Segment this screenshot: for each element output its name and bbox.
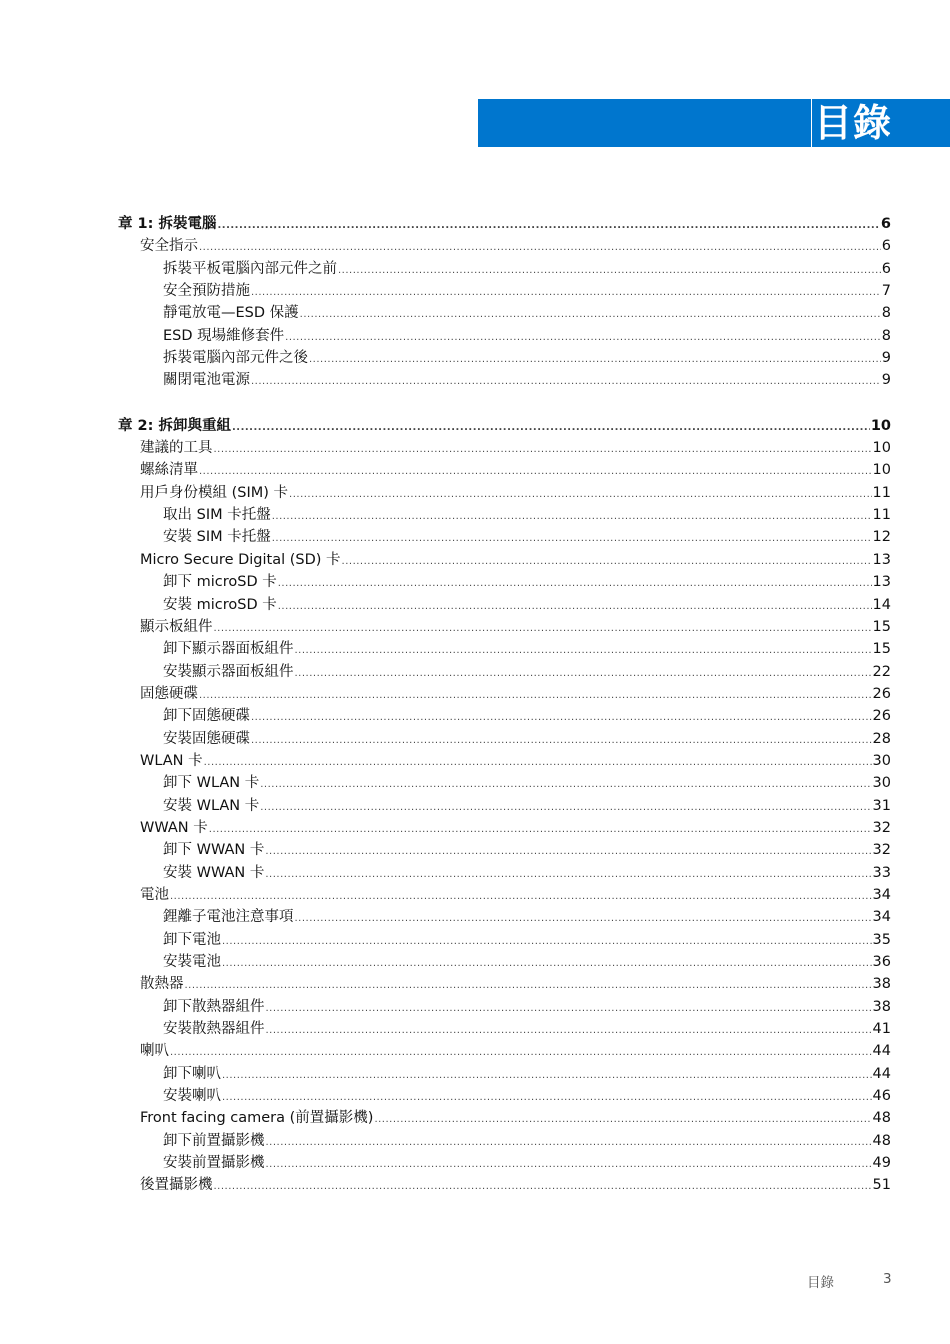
dot-leader [199,461,872,483]
toc-page-number: 11 [872,484,891,501]
toc-entry-label: 拆裝平板電腦內部元件之前 [163,260,337,277]
toc-subsection[interactable] [118,280,891,302]
dot-leader [342,551,872,573]
toc-subsection[interactable] [118,325,891,347]
toc-page-number: 28 [872,730,891,747]
toc-subsection[interactable] [118,258,891,280]
dot-leader [295,640,872,662]
dot-leader [222,1065,872,1087]
toc-entry-label: 鋰離子電池注意事項 [163,909,294,926]
toc-subsection[interactable] [118,347,891,369]
toc-entry-label: WLAN 卡 [140,752,203,769]
dot-leader [295,908,872,930]
toc-subsection[interactable] [118,594,891,616]
dot-leader [295,663,872,685]
dot-leader [222,931,872,953]
toc-page-number: 44 [872,1065,891,1082]
toc-page-number: 7 [881,283,891,300]
dot-leader [265,841,871,863]
toc-page-number: 8 [881,305,891,322]
toc-page-number: 10 [872,440,891,457]
dot-leader [170,886,872,908]
toc-section[interactable] [118,817,891,839]
toc-entry-label: 安裝喇叭 [163,1088,221,1105]
dot-leader [266,998,872,1020]
dot-leader [289,484,872,506]
toc-page-number: 10 [872,462,891,479]
toc-section[interactable] [118,1174,891,1196]
toc-entry-label: 用戶身份模組 (SIM) 卡 [140,484,289,501]
toc-subsection[interactable] [118,862,891,884]
toc-subsection[interactable] [118,839,891,861]
dot-leader [300,304,881,326]
toc-page-number: 6 [881,238,891,255]
toc-page-number: 32 [872,842,891,859]
toc-subsection[interactable] [118,504,891,526]
toc-subsection[interactable] [118,1152,891,1174]
toc-page-number: 26 [872,685,891,702]
toc-subsection[interactable] [118,996,891,1018]
toc-page-number: 15 [872,618,891,635]
toc-entry-label: 固態硬碟 [140,685,198,702]
toc-entry-label: Front facing camera (前置攝影機) [140,1110,374,1127]
dot-leader [278,573,872,595]
toc-section[interactable] [118,616,891,638]
toc-entry-label: WWAN 卡 [140,819,208,836]
toc-page-number: 9 [881,372,891,389]
toc-page-number: 22 [872,663,891,680]
toc-entry-label: 安裝 SIM 卡托盤 [163,529,271,546]
toc-entry-label: 取出 SIM 卡托盤 [163,507,271,524]
toc-subsection[interactable] [118,1085,891,1107]
toc-entry-label: 關閉電池電源 [163,372,250,389]
toc-entry-label: 卸下 WLAN 卡 [163,775,260,792]
toc-chapter[interactable] [118,213,891,235]
toc-page-number: 38 [872,976,891,993]
toc-entry-label: 安全預防措施 [163,283,250,300]
dot-leader [265,864,871,886]
toc-page-number: 49 [872,1155,891,1172]
toc-entry-label: 章 2: 拆卸與重組 [118,417,231,434]
toc-subsection[interactable] [118,772,891,794]
toc-page-number: 31 [872,797,891,814]
toc-entry-label: 安裝固態硬碟 [163,730,250,747]
dot-leader [185,975,872,997]
dot-leader [199,685,872,707]
toc-entry-label: 靜電放電—ESD 保護 [163,305,299,322]
footer-section-label: 目錄 [807,1275,834,1291]
toc-page-number: 30 [872,775,891,792]
toc-entry-label: 卸下固態硬碟 [163,708,250,725]
toc-entry-label: 電池 [140,886,169,903]
table-of-contents [118,213,891,1197]
toc-page-number: 33 [872,864,891,881]
dot-leader [209,819,872,841]
toc-page-number: 15 [872,641,891,658]
toc-subsection[interactable] [118,1130,891,1152]
dot-leader [251,730,872,752]
toc-page-number: 51 [872,1177,891,1194]
toc-subsection[interactable] [118,951,891,973]
dot-leader [232,417,870,439]
dot-leader [251,371,881,393]
toc-subsection[interactable] [118,728,891,750]
dot-leader [214,1176,872,1198]
toc-page-number: 26 [872,708,891,725]
toc-subsection[interactable] [118,369,891,391]
toc-page-number: 8 [881,327,891,344]
toc-entry-label: 後置攝影機 [140,1177,213,1194]
toc-entry-label: 安裝前置攝影機 [163,1155,265,1172]
toc-page-number: 12 [872,529,891,546]
toc-subsection[interactable] [118,571,891,593]
toc-entry-label: ESD 現場維修套件 [163,327,285,344]
dot-leader [272,506,872,528]
toc-section[interactable] [118,750,891,772]
toc-subsection[interactable] [118,526,891,548]
dot-leader [251,707,872,729]
dot-leader [309,349,881,371]
toc-subsection[interactable] [118,302,891,324]
toc-entry-label: 安裝 WWAN 卡 [163,864,265,881]
toc-page-number: 6 [881,260,891,277]
toc-page-number: 30 [872,752,891,769]
toc-page-number: 36 [872,954,891,970]
toc-entry-label: 顯示板組件 [140,618,213,635]
toc-entry-label: 卸下喇叭 [163,1065,221,1082]
toc-chapter[interactable] [118,415,891,437]
toc-entry-label: 卸下 microSD 卡 [163,574,277,591]
toc-page-number: 48 [872,1132,891,1149]
toc-page-number: 11 [872,507,891,524]
toc-section[interactable] [118,884,891,906]
toc-subsection[interactable] [118,661,891,683]
toc-subsection[interactable] [118,1018,891,1040]
toc-page-number: 34 [872,909,891,926]
dot-leader [338,260,881,282]
toc-section[interactable] [118,1107,891,1129]
toc-entry-label: 卸下前置攝影機 [163,1132,265,1149]
toc-section[interactable] [118,459,891,481]
dot-leader [170,1042,872,1064]
toc-entry-label: 螺絲清單 [140,462,198,479]
toc-subsection[interactable] [118,795,891,817]
toc-entry-label: 章 1: 拆裝電腦 [118,216,217,232]
toc-page-number: 46 [872,1088,891,1105]
toc-page-number: 13 [872,574,891,591]
toc-entry-label: 卸下散熱器組件 [163,998,265,1015]
toc-page-number: 10 [870,417,891,434]
dot-leader [266,1132,872,1154]
toc-page-number: 13 [872,551,891,568]
toc-page-number: 14 [872,596,891,613]
toc-page-number: 41 [872,1021,891,1038]
toc-subsection[interactable] [118,1063,891,1085]
dot-leader [217,215,879,237]
chapter-gap [118,392,891,415]
toc-section[interactable] [118,1040,891,1062]
toc-entry-label: 安裝顯示器面板組件 [163,663,294,680]
dot-leader [222,1087,872,1109]
toc-entry-label: Micro Secure Digital (SD) 卡 [140,551,341,568]
toc-subsection[interactable] [118,705,891,727]
dot-leader [260,797,871,819]
toc-section[interactable] [118,973,891,995]
page-title: 目錄 [811,99,892,147]
dot-leader [272,528,872,550]
toc-entry-label: 卸下電池 [163,931,221,948]
toc-subsection[interactable] [118,638,891,660]
toc-entry-label: 卸下顯示器面板組件 [163,641,294,658]
title-banner [478,99,950,147]
toc-page-number: 32 [872,819,891,836]
toc-entry-label: 散熱器 [140,976,184,993]
dot-leader [204,752,872,774]
dot-leader [251,282,881,304]
dot-leader [374,1109,871,1131]
toc-section[interactable] [118,235,891,257]
toc-page-number: 48 [872,1110,891,1127]
toc-page-number: 6 [880,216,891,232]
toc-page-number: 35 [872,931,891,948]
toc-page-number: 38 [872,998,891,1015]
footer-page-number: 3 [883,1271,892,1287]
toc-entry-label: 安裝電池 [163,954,221,970]
toc-entry-label: 安裝散熱器組件 [163,1021,265,1038]
toc-section[interactable] [118,549,891,571]
toc-section[interactable] [118,437,891,459]
toc-entry-label: 安全指示 [140,238,198,255]
dot-leader [222,953,872,975]
dot-leader [214,618,872,640]
toc-subsection[interactable] [118,929,891,951]
toc-subsection[interactable] [118,906,891,928]
toc-entry-label: 安裝 WLAN 卡 [163,797,260,814]
toc-entry-label: 喇叭 [140,1043,169,1060]
dot-leader [260,774,871,796]
dot-leader [199,237,881,259]
toc-page-number: 34 [872,886,891,903]
toc-entry-label: 建議的工具 [140,440,213,457]
dot-leader [266,1020,872,1042]
toc-page-number: 44 [872,1043,891,1060]
toc-entry-label: 卸下 WWAN 卡 [163,842,265,859]
dot-leader [266,1154,872,1176]
toc-section[interactable] [118,482,891,504]
toc-entry-label: 安裝 microSD 卡 [163,596,277,613]
toc-entry-label: 拆裝電腦內部元件之後 [163,350,308,367]
toc-page-number: 9 [881,350,891,367]
dot-leader [285,327,881,349]
dot-leader [214,439,872,461]
dot-leader [278,596,872,618]
toc-section[interactable] [118,683,891,705]
